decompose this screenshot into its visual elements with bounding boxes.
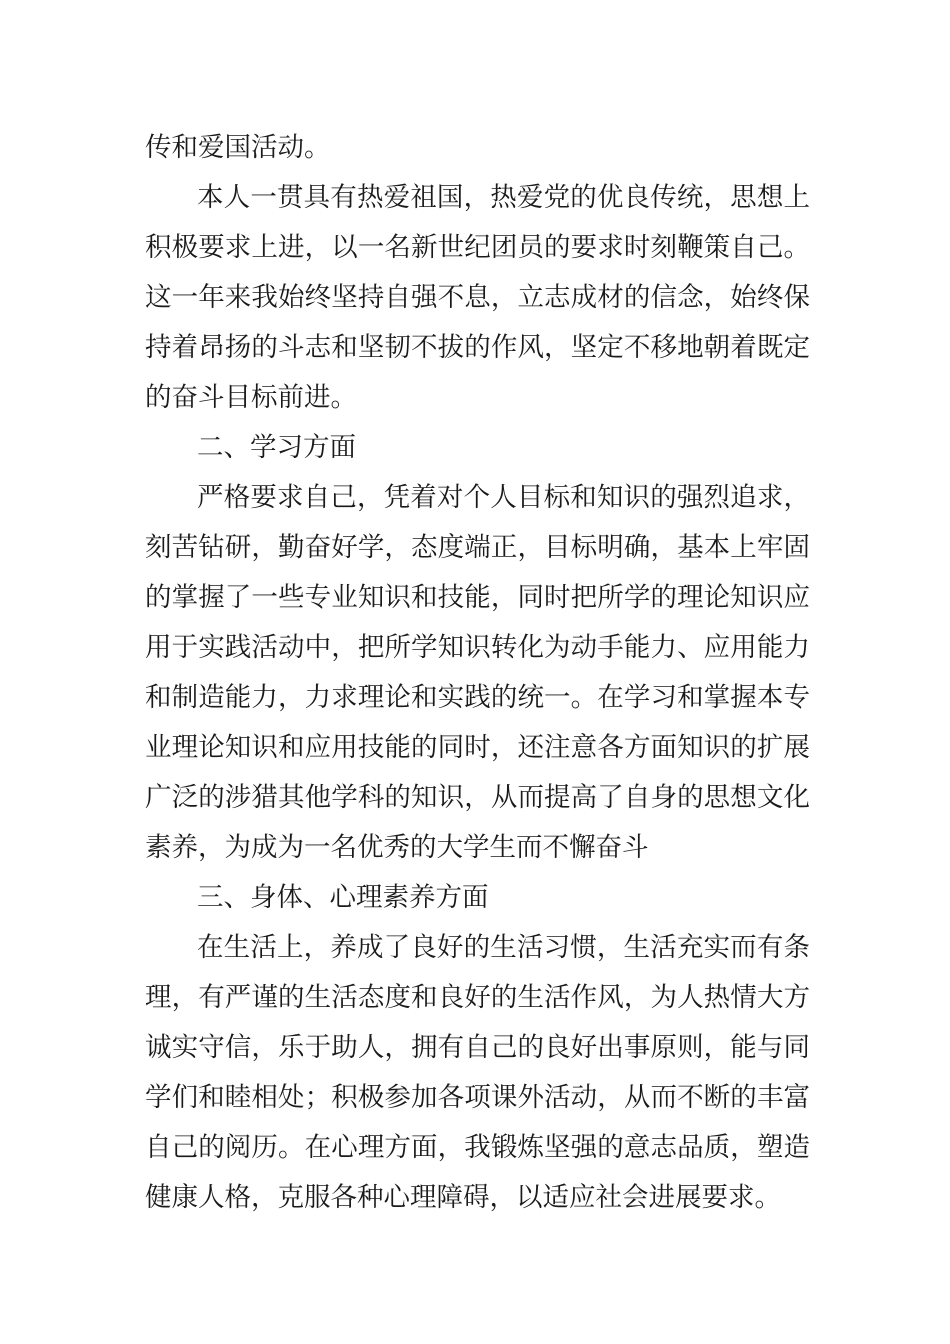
text-line: 本人一贯具有热爱祖国，热爱党的优良传统，思想上 [197, 182, 810, 213]
text-line: 持着昂扬的斗志和坚韧不拔的作风，坚定不移地朝着既定 [145, 332, 810, 363]
text-line: 刻苦钻研，勤奋好学，态度端正，目标明确，基本上牢固 [145, 532, 810, 563]
text-line: 理，有严谨的生活态度和良好的生活作风，为人热情大方 [145, 982, 810, 1013]
text-line: 用于实践活动中，把所学知识转化为动手能力、应用能力 [145, 632, 810, 663]
text-line: 素养，为成为一名优秀的大学生而不懈奋斗 [145, 832, 649, 863]
section-heading: 三、身体、心理素养方面 [197, 882, 489, 913]
text-line: 和制造能力，力求理论和实践的统一。在学习和掌握本专 [145, 682, 810, 713]
text-line: 的掌握了一些专业知识和技能，同时把所学的理论知识应 [145, 582, 810, 613]
text-line: 在生活上，养成了良好的生活习惯，生活充实而有条 [197, 932, 810, 963]
section-heading: 二、学习方面 [197, 432, 356, 463]
text-line: 的奋斗目标前进。 [145, 382, 357, 413]
text-line: 广泛的涉猎其他学科的知识，从而提高了自身的思想文化 [145, 782, 810, 813]
text-line: 这一年来我始终坚持自强不息，立志成材的信念，始终保 [145, 282, 810, 313]
text-line: 诚实守信，乐于助人，拥有自己的良好出事原则，能与同 [145, 1032, 810, 1063]
text-line: 积极要求上进，以一名新世纪团员的要求时刻鞭策自己。 [145, 232, 810, 263]
text-line: 业理论知识和应用技能的同时，还注意各方面知识的扩展 [145, 732, 810, 763]
text-line: 自己的阅历。在心理方面，我锻炼坚强的意志品质，塑造 [145, 1132, 810, 1163]
text-line: 学们和睦相处；积极参加各项课外活动，从而不断的丰富 [145, 1082, 810, 1113]
text-line: 严格要求自己，凭着对个人目标和知识的强烈追求， [197, 482, 810, 513]
text-line: 传和爱国活动。 [145, 132, 331, 163]
text-line: 健康人格，克服各种心理障碍，以适应社会进展要求。 [145, 1182, 781, 1213]
